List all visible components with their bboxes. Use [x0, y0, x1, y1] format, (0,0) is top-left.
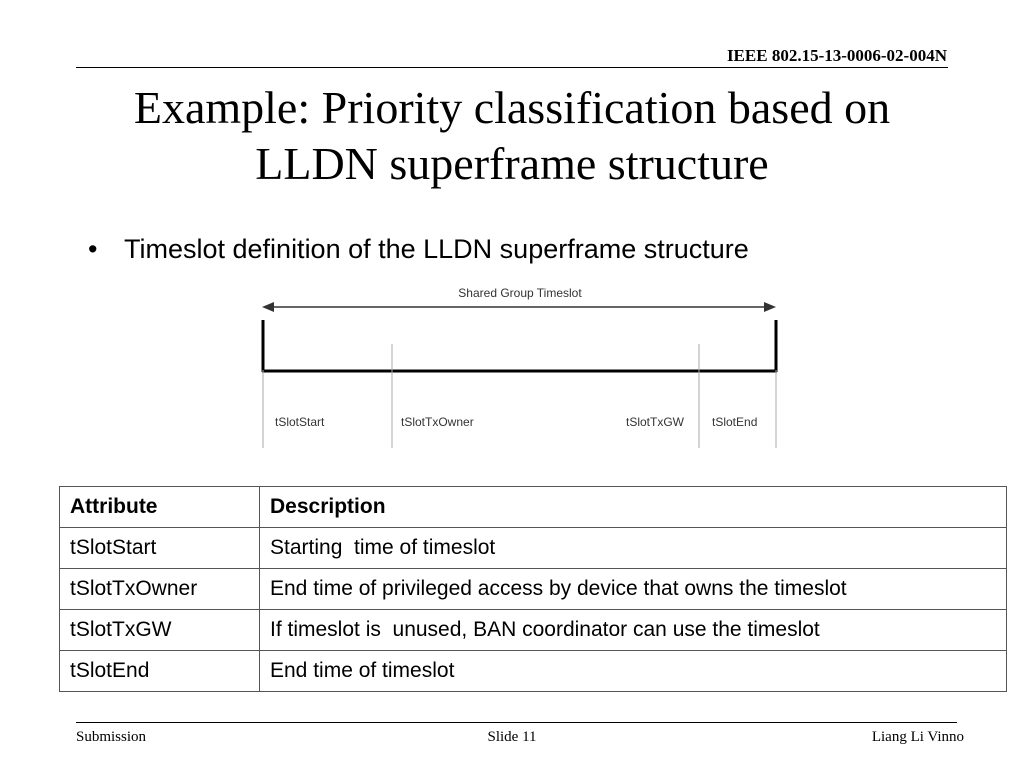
slide-title — [40, 80, 984, 192]
attribute-cell: tSlotEnd — [60, 651, 260, 692]
span-arrow-right-icon — [764, 302, 776, 312]
attribute-table — [59, 486, 1007, 692]
attribute-cell: tSlotTxGW — [60, 610, 260, 651]
attribute-cell: tSlotStart — [60, 528, 260, 569]
table-header-row — [60, 487, 1007, 528]
table-row — [60, 651, 1007, 692]
column-header-attribute: Attribute — [60, 487, 260, 528]
description-cell: If timeslot is unused, BAN coordinator can use the timeslot — [260, 610, 1007, 651]
footer-author: Liang Li Vinno — [871, 729, 964, 745]
bullet-text: Timeslot definition of the LLDN superframe structure — [124, 234, 749, 264]
footer-slide-number: Slide 11 — [487, 729, 537, 745]
title-line-2: LLDN superframe structure — [255, 138, 769, 189]
document-id: IEEE 802.15-13-0006-02-004N — [726, 46, 947, 65]
table-row — [60, 610, 1007, 651]
marker-label-tslottxowner: tSlotTxOwner — [401, 415, 474, 429]
bullet-dot-icon: • — [88, 234, 98, 264]
description-cell: End time of timeslot — [260, 651, 1007, 692]
superframe-timeslot-diagram — [250, 280, 790, 455]
table-row — [60, 569, 1007, 610]
span-arrow-left-icon — [262, 302, 274, 312]
header-rule — [76, 67, 948, 68]
footer-rule — [76, 722, 957, 723]
attribute-cell: tSlotTxOwner — [60, 569, 260, 610]
marker-label-tslottxgw: tSlotTxGW — [626, 415, 685, 429]
marker-label-tslotend: tSlotEnd — [712, 415, 758, 429]
bullet-item — [88, 230, 749, 268]
marker-label-tslotstart: tSlotStart — [275, 415, 325, 429]
title-line-1: Example: Priority classification based on — [133, 82, 891, 133]
footer-submission: Submission — [76, 729, 147, 745]
description-cell: End time of privileged access by device that owns the timeslot — [260, 569, 1007, 610]
table-row — [60, 528, 1007, 569]
description-cell: Starting time of timeslot — [260, 528, 1007, 569]
column-header-description: Description — [260, 487, 1007, 528]
span-label: Shared Group Timeslot — [458, 286, 582, 300]
